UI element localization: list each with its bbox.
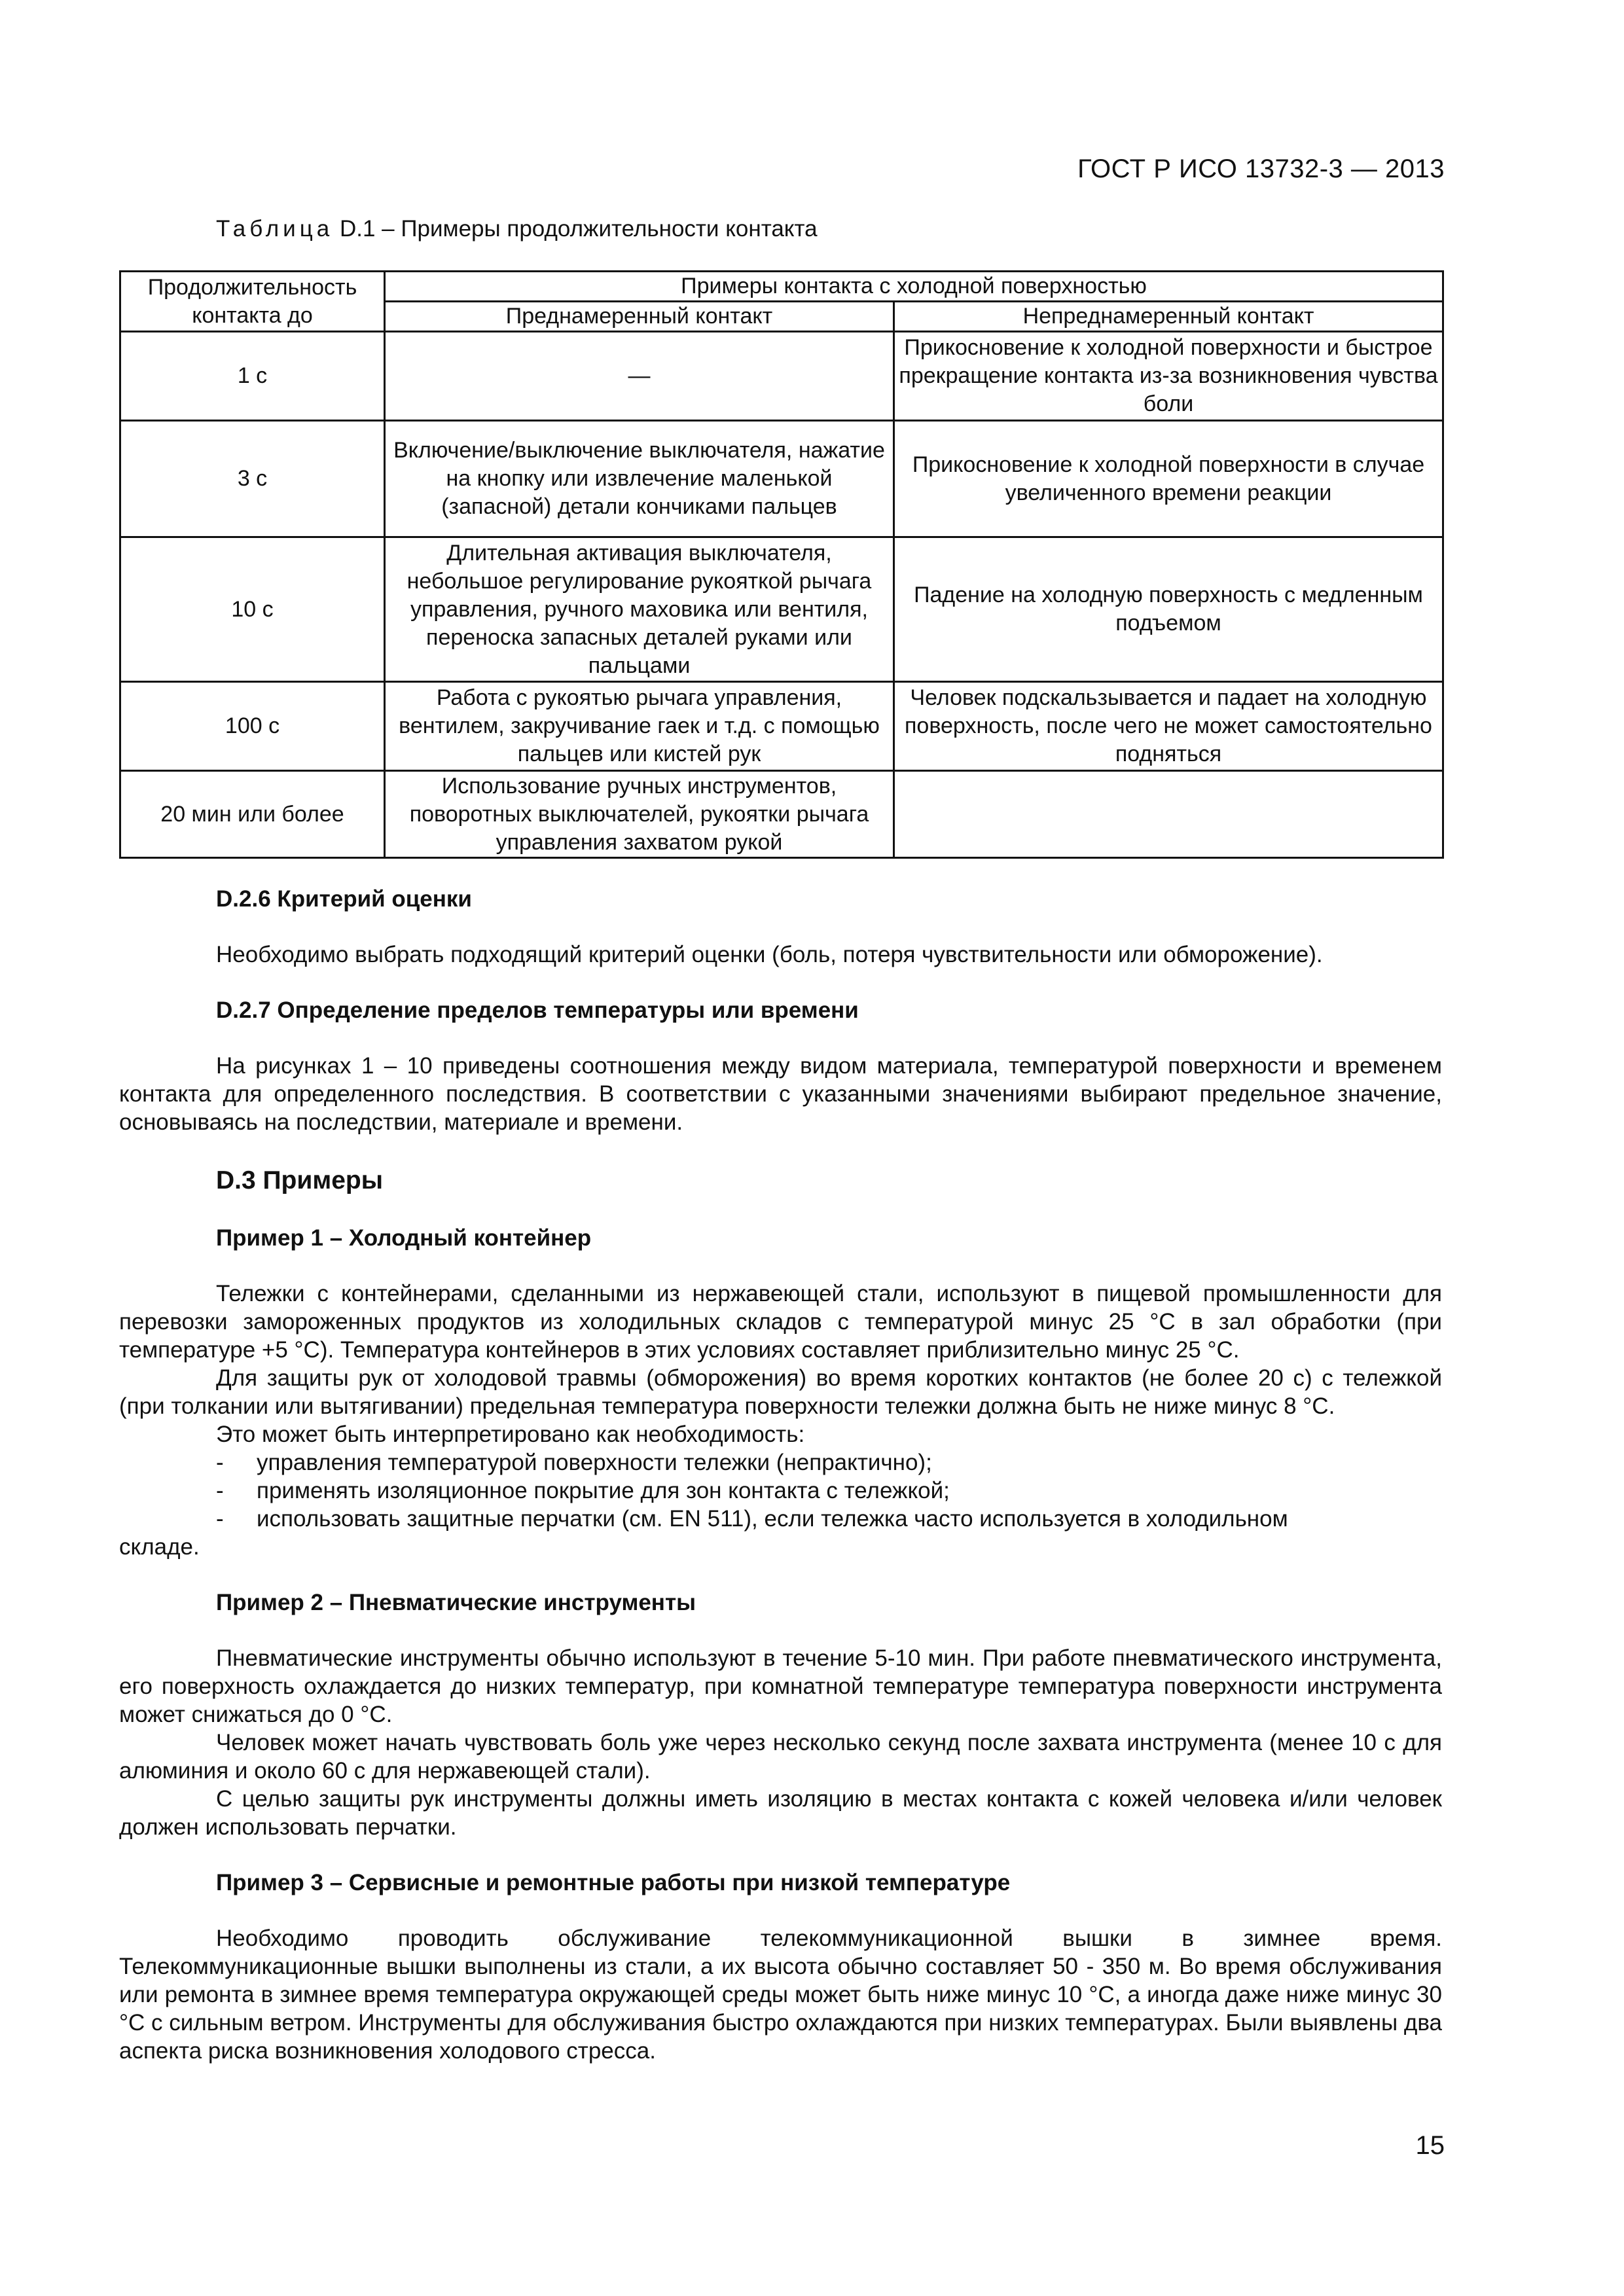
- example3-paragraph: Телекоммуникационные вышки выполнены из стали, а их высота обычно составляет 50 - 350 м. Во время обслуживания или ремонта в зимнее время температура окружающей среды может быть ниже минус 10 °С, а иногда даже ниже минус 30 °С с сильным ветром. Инструменты для обслуживания быстро охлаждаются при низких температурах. Были выявлены два аспекта риска возникновения холодового стресса.: [119, 1954, 1442, 2064]
- table-row: [120, 682, 1443, 771]
- list-item: - применять изоляционное покрытие для зон контакта с тележкой;: [119, 1477, 1442, 1505]
- main-content: [119, 885, 1442, 2065]
- example3-paragraph-first-line: Необходимо проводить обслуживание телекоммуникационной вышки в зимнее время.: [216, 1926, 1442, 1951]
- table-caption-text: D.1 – Примеры продолжительности контакта: [339, 216, 818, 242]
- example2-paragraph: Пневматические инструменты обычно используют в течение 5-10 мин. При работе пневматического инструмента, его поверхность охлаждается до низких температур, при комнатной температуре температура поверхности инструмента может снижаться до 0 °С.: [119, 1645, 1442, 1727]
- header-unintended-contact: Непреднамеренный контакт: [894, 302, 1443, 332]
- header-duration-line2: контакта до: [192, 302, 313, 328]
- example2-heading: Пример 2 – Пневматические инструменты: [216, 1590, 696, 1615]
- cell-duration: 1 с: [120, 332, 385, 421]
- list-item-text: использовать защитные перчатки (см. EN 511), если тележка часто используется в холодильном: [257, 1506, 1288, 1532]
- list-item: - использовать защитные перчатки (см. EN 511), если тележка часто используется в холодильном: [119, 1505, 1442, 1533]
- header-duration-line1: Продолжительность: [147, 274, 357, 300]
- contact-duration-table: [119, 270, 1444, 859]
- list-item: - управления температурой поверхности тележки (непрактично);: [119, 1448, 1442, 1477]
- cell-unintended: Прикосновение к холодной поверхности в случае увеличенного времени реакции: [894, 421, 1443, 537]
- section-d27-text: На рисунках 1 – 10 приведены соотношения между видом материала, температурой поверхности и временем контакта для определенного последствия. В соответствии с указанными значениями выбирают предельное значение, основываясь на последствии, материале и времени.: [119, 1053, 1442, 1135]
- example1-paragraph: Для защиты рук от холодовой травмы (обморожения) во время коротких контактов (не более 20 с) с тележкой (при толкании или вытягивании) предельная температура поверхности тележки должна быть не ниже минус 8 °С.: [119, 1365, 1442, 1419]
- cell-intended: —: [385, 332, 894, 421]
- document-header: ГОСТ Р ИСО 13732-3 — 2013: [1077, 154, 1445, 183]
- table-row: [120, 771, 1443, 858]
- cell-duration: 10 с: [120, 537, 385, 682]
- cell-unintended: Падение на холодную поверхность с медленным подъемом: [894, 537, 1443, 682]
- example1-paragraph: Это может быть интерпретировано как необходимость:: [216, 1422, 805, 1447]
- table-caption-label: Таблица: [216, 216, 334, 242]
- section-d26-heading: D.2.6 Критерий оценки: [216, 886, 472, 912]
- table-caption: [216, 216, 818, 242]
- cell-unintended: Прикосновение к холодной поверхности и быстрое прекращение контакта из-за возникновения чувства боли: [894, 332, 1443, 421]
- example2-paragraph: Человек может начать чувствовать боль уже через несколько секунд после захвата инструмента (менее 10 с для алюминия и около 60 с для нержавеющей стали).: [119, 1730, 1442, 1784]
- cell-intended: Использование ручных инструментов, поворотных выключателей, рукоятки рычага управления захватом рукой: [385, 771, 894, 858]
- list-item-text: управления температурой поверхности тележки (непрактично);: [257, 1450, 932, 1475]
- example2-paragraph: С целью защиты рук инструменты должны иметь изоляцию в местах контакта с кожей человека и/или человек должен использовать перчатки.: [119, 1786, 1442, 1840]
- table-row: [120, 421, 1443, 537]
- header-intended-contact: Преднамеренный контакт: [385, 302, 894, 332]
- section-d3-heading: D.3 Примеры: [216, 1166, 384, 1194]
- list-item-continuation: складе.: [119, 1534, 200, 1560]
- table-row: [120, 537, 1443, 682]
- cell-unintended: Человек подскальзывается и падает на холодную поверхность, после чего не может самостоятельно подняться: [894, 682, 1443, 771]
- header-contact-examples: Примеры контакта с холодной поверхностью: [385, 272, 1443, 302]
- header-duration: [120, 272, 385, 332]
- table-row: [120, 332, 1443, 421]
- cell-duration: 100 с: [120, 682, 385, 771]
- cell-unintended: [894, 771, 1443, 858]
- section-d27-heading: D.2.7 Определение пределов температуры или времени: [216, 997, 859, 1023]
- section-d26-text: Необходимо выбрать подходящий критерий оценки (боль, потеря чувствительности или обморожение).: [216, 942, 1323, 967]
- cell-duration: 3 с: [120, 421, 385, 537]
- example1-heading: Пример 1 – Холодный контейнер: [216, 1225, 592, 1251]
- example3-heading: Пример 3 – Сервисные и ремонтные работы при низкой температуре: [216, 1870, 1011, 1895]
- cell-duration: 20 мин или более: [120, 771, 385, 858]
- list-item-text: применять изоляционное покрытие для зон контакта с тележкой;: [257, 1478, 950, 1503]
- cell-intended: Работа с рукоятью рычага управления, вентилем, закручивание гаек и т.д. с помощью пальцев или кистей рук: [385, 682, 894, 771]
- page-number: 15: [1415, 2131, 1445, 2160]
- cell-intended: Включение/выключение выключателя, нажатие на кнопку или извлечение маленькой (запасной) детали кончиками пальцев: [385, 421, 894, 537]
- cell-intended: Длительная активация выключателя, небольшое регулирование рукояткой рычага управления, ручного маховика или вентиля, переноска запасных деталей руками или пальцами: [385, 537, 894, 682]
- example1-paragraph: Тележки с контейнерами, сделанными из нержавеющей стали, используют в пищевой промышленности для перевозки замороженных продуктов из холодильных складов с температурой минус 25 °С в зал обработки (при температуре +5 °С). Температура контейнеров в этих условиях составляет приблизительно минус 25 °С.: [119, 1281, 1442, 1363]
